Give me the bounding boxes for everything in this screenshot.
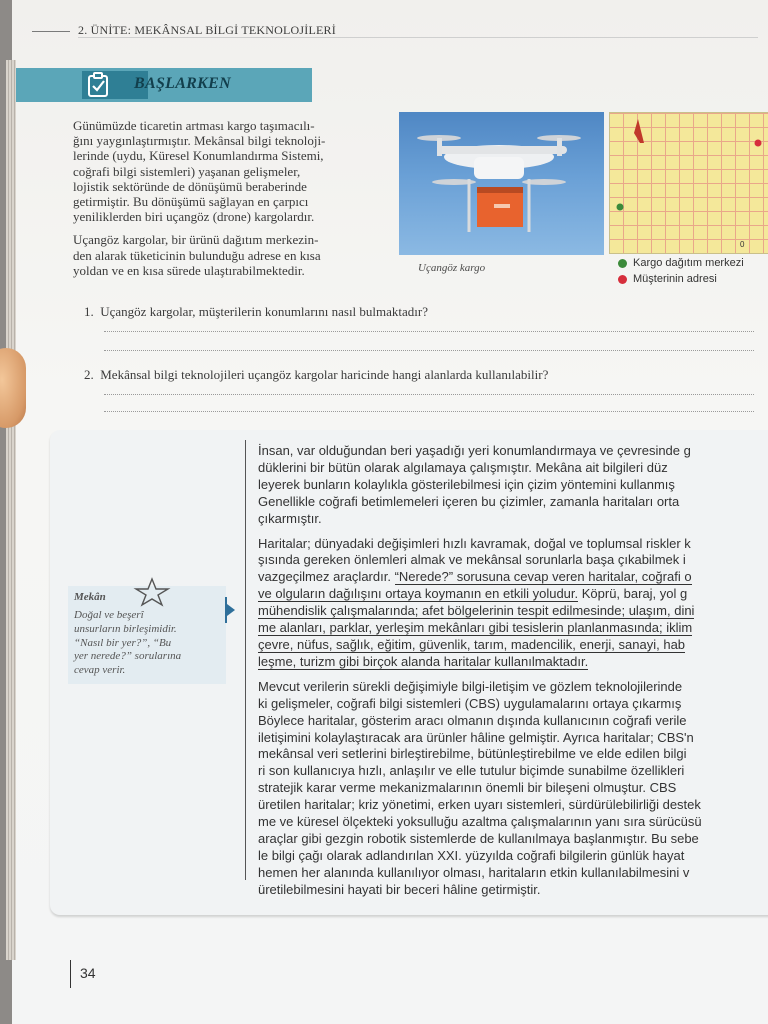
drone-illustration	[399, 112, 604, 255]
distribution-center-marker	[617, 204, 624, 211]
page-edges	[6, 60, 16, 960]
glossary-term: Mekân	[74, 591, 106, 603]
question-2: 2. Mekânsal bilgi teknolojileri uçangöz kargolar haricinde hangi alanlarda kullanılabilir?	[84, 367, 549, 382]
intro-paragraph-1: Günümüzde ticaretin artması kargo taşımacılı- ğını yaygınlaştırmıştır. Mekânsal bilgi teknoloji- lerinde (uydu, Küresel Konumlandırma Sistemi, coğrafi bilgi sistemleri) yaşanan gelişmeler, lojistik sektöründe de dönüşümü beraberinde getirmiştir. Bu dönüşümü sağlayan en çarpıcı yeniliklerden biri uçangöz (drone) kargolardır.	[73, 118, 326, 225]
page-number: 34	[80, 965, 96, 981]
underlined-text: çevre, nüfus, sağlık, eğitim, güvenlik, tarım, madencilik, enerji, sanayi, hab	[258, 636, 686, 652]
header-rule	[32, 31, 70, 32]
figure-caption: Uçangöz kargo	[418, 262, 486, 274]
map-overlay	[610, 113, 768, 253]
answer-line	[104, 350, 754, 351]
map-axis-label: 0	[740, 240, 745, 249]
pointer-arrow-icon	[224, 597, 238, 623]
answer-line	[104, 411, 754, 412]
star-icon	[132, 577, 172, 607]
body-paragraph-2: Haritalar; dünyadaki değişimleri hızlı kavramak, doğal ve toplumsal riskler k şısında gereken önlemleri almak ve mekânsal sorunlarla başa çıkabilmek i vazgeçilmez araçlardır. “Nerede?” sorusuna cevap veren haritalar, coğrafi o ve olguların dağılışını ortaya koymanın en etkili yoludur. Köprü, baraj, yol g mühendislik çalışmalarında; afet bölgelerinin tespit edilmesinde; ulaşım, dini me alanları, parklar, yerleşim mekânları gibi tesislerin planlanmasında; iklim çevre, nüfus, sağlık, eğitim, güvenlik, tarım, madencilik, enerji, sanayi, hab leşme, turizm gibi birçok alanda haritalar kullanılmaktadır.	[258, 535, 695, 669]
body-paragraph-1: İnsan, var olduğundan beri yaşadığı yeri konumlandırmaya ve çevresinde g düklerini bir bütün olarak algılamaya çalışmıştır. Mekâna ait bilgileri düz leyerek bunların kolaylıkla gösterilebilmesi için çizim yöntemini kullanmış Genellikle coğrafi betimlemeleri içeren bu çizimler, zamanla haritaları orta çıkarmıştır.	[258, 443, 691, 526]
legend-item-distribution: Kargo dağıtım merkezi	[618, 255, 744, 271]
map-legend	[618, 255, 744, 287]
header-underline	[78, 37, 758, 38]
body-paragraph-3: Mevcut verilerin sürekli değişimiyle bilgi-iletişim ve gözlem teknolojilerinde ki gelişmeler, coğrafi bilgi sistemleri (CBS) uygulamalarını ortaya çıkarmış Böylece haritalar, gösterim aracı olmanın dışında kullanıcının coğrafi verile iletişimini kolaylaştıracak ara ürünler hâline gelmiştir. Ayrıca haritalar; CBS'n mekânsal veri setlerini birleştirebilme, bütünleştirebilme ve elde edilen bilgi ri son kullanıcıya hızlı, anlaşılır ve elle tutulur biçimde sunabilme özellikleri stratejik karar verme mekanizmalarının önemli bir bileşeni olmuştur. CBS üretilen haritalar; kriz yönetimi, erken uyarı sistemleri, sürdürülebilirliği destek me ve küresel ölçekteki yoksulluğu azaltma çalışmalarının yanı sıra sürücüsü araçlar gibi gezgin robotik sistemlerde de kullanılmaya başlanmıştır. Bu sebe le bilgi çağı olarak adlandırılan XXI. yüzyılda coğrafi bilgilerin günlük hayat hemen her alanında kullanılıyor olması, haritaların etkin kullanılabilmesini v üretilebilmesini hayati bir beceri hâline getirmiştir.	[258, 678, 702, 897]
page-number-bar	[70, 960, 71, 988]
thumb	[0, 348, 26, 428]
body-text	[258, 443, 768, 899]
answer-line	[104, 331, 754, 332]
column-divider	[245, 440, 246, 880]
underlined-text: mühendislik çalışmalarında; afet bölgelerinin tespit edilmesinde; ulaşım, dini	[258, 603, 695, 619]
green-dot-icon	[618, 259, 627, 268]
question-1: 1. Uçangöz kargolar, müşterilerin konumlarını nasıl bulmaktadır?	[84, 304, 429, 319]
red-dot-icon	[618, 275, 627, 284]
underlined-text: leşme, turizm gibi birçok alanda haritalar kullanılmaktadır.	[258, 653, 589, 669]
customer-address-marker	[755, 140, 762, 147]
intro-text	[73, 118, 391, 286]
clipboard-check-icon	[85, 71, 111, 98]
intro-paragraph-2: Uçangöz kargolar, bir ürünü dağıtım merkezin- den alarak tüketicinin bulunduğu adrese en kısa yoldan ve en kısa sürede ulaştırabilmektedir.	[73, 232, 321, 278]
answer-line	[104, 394, 754, 395]
underlined-text: me alanları, parklar, yerleşim mekânları gibi tesislerin planlanmasında; iklim	[258, 620, 693, 636]
glossary-definition: Doğal ve beşerî unsurların birleşimidir. “Nasıl bir yer?”, “Bu yer nerede?” sorularına cevap verir.	[74, 609, 182, 677]
section-title: BAŞLARKEN	[134, 75, 231, 92]
unit-header: 2. ÜNİTE: MEKÂNSAL BİLGİ TEKNOLOJİLERİ	[78, 23, 336, 37]
delivery-map	[609, 112, 768, 254]
underlined-text: ve olguların dağılışını ortaya koymanın en etkili yoludur.	[258, 586, 579, 602]
underlined-text: “Nerede?” sorusuna cevap veren haritalar, coğrafi o	[394, 569, 692, 585]
drone-photo	[399, 112, 604, 255]
legend-item-customer: Müşterinin adresi	[618, 271, 744, 287]
